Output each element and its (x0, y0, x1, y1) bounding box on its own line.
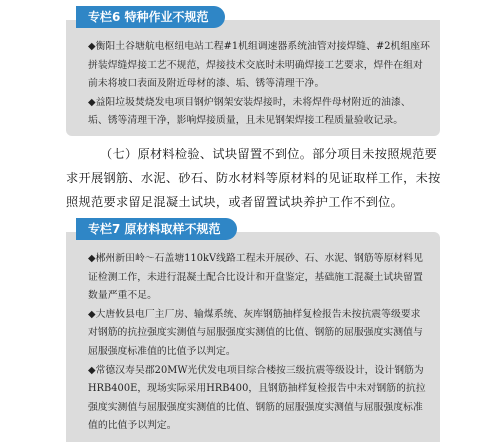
case-item: ◆衡阳土谷塘航电枢纽电站工程#1机组调速器系统油管对接焊缝、#2机组座环拼装焊缝焊接工艺不规范，焊接技术交底时未明确焊接工艺要求，焊件在组对前未将坡口表面及附近母材的漆、垢、锈等清理干净。 (88, 41, 430, 90)
case-box-title: 专栏6 特种作业不规范 (76, 6, 225, 28)
case-item: ◆益阳垃圾焚烧发电项目钢炉钢架安装焊接时，未将焊件母材附近的油漆、垢、锈等清理干净，影响焊接质量，且未见钢架焊接工程质量验收记录。 (88, 96, 411, 127)
case-box-body (80, 250, 430, 436)
case-item: ◆郴州新田岭～石盖塘110kV线路工程未开展砂、石、水泥、钢筋等原材料见证检测工作，未进行混凝土配合比设计和开盘鉴定，基础施工混凝土试块留置数量严重不足。 (88, 253, 423, 302)
case-box-body (80, 38, 430, 131)
case-box-title: 专栏7 原材料取样不规范 (76, 218, 237, 240)
case-item: ◆大唐攸县电厂主厂房、输煤系统、灰库钢筋抽样复检报告未按抗震等级要求对钢筋的抗拉强度实测值与屈服强度实测值的比值、钢筋的屈服强度实测值与屈服强度标准值的比值予以判定。 (88, 308, 423, 357)
section-paragraph: （七）原材料检验、试块留置不到位。部分项目未按照规范要求开展钢筋、水泥、砂石、防水材料等原材料的见证取样工作，未按照规范要求留足混凝土试块，或者留置试块养护工作不到位。 (66, 147, 441, 209)
case-item: ◆常德汉寿吴郡20MW光伏发电项目综合楼按三级抗震等级设计，设计钢筋为HRB400E，现场实际采用HRB400，且钢筋抽样复检报告中未对钢筋的抗拉强度实测值与屈服强度实测值的比值、钢筋的屈服强度实测值与屈服强度标准值的比值予以判定。 (88, 364, 426, 432)
